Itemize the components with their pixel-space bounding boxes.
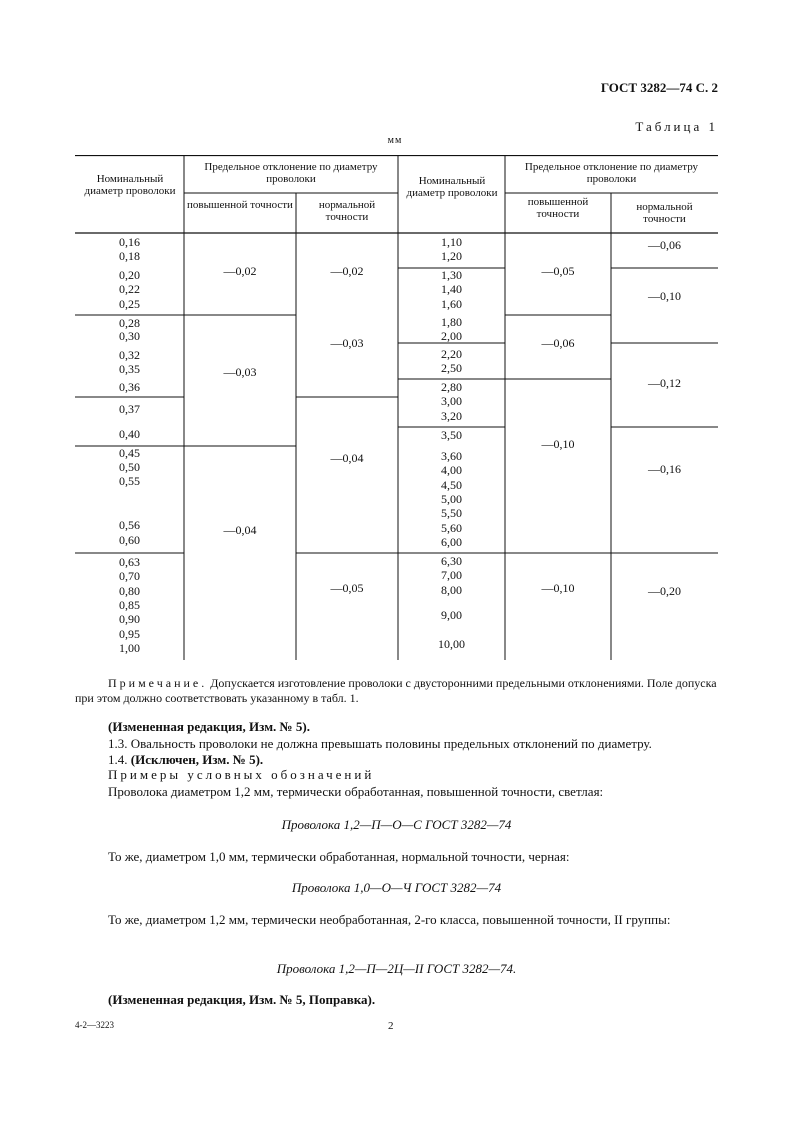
right-diameter: 10,00 [438, 637, 465, 651]
example-3-text: То же, диаметром 1,2 мм, термически необработанная, 2-го класса, повышенной точности, II группы: [108, 912, 671, 927]
header-diameter-right: Номинальный диаметр проволоки [406, 175, 498, 199]
right-normal-value: —0,10 [648, 289, 681, 303]
left-normal-value: —0,04 [330, 451, 364, 465]
edit-note-2: (Измененная редакция, Изм. № 5, Поправка). [108, 992, 376, 1007]
right-diameter: 2,80 [441, 380, 462, 394]
note-text: Допускается изготовление проволоки с двусторонними предельными отклонениями. Поле допуска при этом должно соответствовать указанному в табл. 1. [75, 676, 717, 705]
left-increased-value: —0,04 [223, 523, 257, 537]
right-diameter: 1,40 [441, 282, 462, 296]
left-normal-value: —0,03 [330, 336, 364, 350]
left-diameter: 0,30 [119, 329, 140, 343]
right-diameter: 7,00 [441, 568, 462, 582]
right-normal-value: —0,20 [648, 584, 681, 598]
page-number: 2 [388, 1020, 394, 1032]
right-increased-value: —0,10 [541, 581, 575, 595]
table-caption: Таблица 1 [635, 119, 718, 134]
right-diameter: 1,20 [441, 249, 462, 263]
right-increased-value: —0,10 [541, 437, 575, 451]
example-1-text: Проволока диаметром 1,2 мм, термически обработанная, повышенной точности, светлая: [108, 784, 604, 799]
left-diameter: 0,63 [119, 555, 140, 569]
example-3-code: Проволока 1,2—П—2Ц—II ГОСТ 3282—74. [276, 961, 517, 976]
right-diameter: 5,00 [441, 492, 462, 506]
paragraph-1-3: 1.3. Овальность проволоки не должна превышать половины предельных отклонений по диаметру. [108, 736, 652, 751]
left-diameter: 1,00 [119, 641, 140, 655]
left-diameter: 0,95 [119, 627, 140, 641]
right-diameter: 5,50 [441, 506, 462, 520]
left-diameter: 0,28 [119, 316, 140, 330]
header-increased-right: повышенной точности [527, 196, 589, 220]
left-diameter: 0,18 [119, 249, 140, 263]
header-increased-left: повышенной точности [187, 199, 293, 211]
left-diameter: 0,45 [119, 446, 140, 460]
left-normal-value: —0,05 [330, 581, 364, 595]
paragraph-1-4 [75, 752, 718, 768]
right-diameter: 4,50 [441, 478, 462, 492]
left-diameter: 0,35 [119, 362, 140, 376]
right-diameter: 3,60 [441, 449, 462, 463]
note-label: Примечание. [108, 676, 208, 690]
p14-number: 1.4. [108, 752, 128, 767]
right-diameter: 1,10 [441, 235, 462, 249]
left-diameter: 0,80 [119, 584, 140, 598]
example-1-code: Проволока 1,2—П—О—С ГОСТ 3282—74 [281, 817, 512, 832]
page-header: ГОСТ 3282—74 С. 2 [600, 80, 718, 95]
left-increased-value: —0,03 [223, 365, 257, 379]
header-normal-right: нормальной точности [636, 201, 693, 225]
left-diameter: 0,40 [119, 427, 140, 441]
right-diameter: 1,60 [441, 297, 462, 311]
right-increased-value: —0,05 [541, 264, 575, 278]
left-diameter: 0,36 [119, 380, 140, 394]
left-diameter: 0,20 [119, 268, 140, 282]
right-normal-value: —0,16 [648, 462, 681, 476]
right-increased-value: —0,06 [541, 336, 575, 350]
left-diameter: 0,25 [119, 297, 140, 311]
right-diameter: 2,00 [441, 329, 462, 343]
examples-title: Примеры условных обозначений [108, 767, 375, 782]
right-diameter: 2,20 [441, 347, 462, 361]
left-diameter: 0,90 [119, 612, 140, 626]
units-label: мм [387, 135, 403, 146]
right-diameter: 1,30 [441, 268, 462, 282]
left-diameter: 0,16 [119, 235, 140, 249]
header-diameter-left: Номинальный диаметр проволоки [84, 173, 176, 197]
header-normal-left: нормальной точности [318, 199, 376, 223]
p14-excluded: (Исключен, Изм. № 5). [130, 752, 264, 767]
right-diameter: 3,20 [441, 409, 462, 423]
left-diameter: 0,56 [119, 518, 140, 532]
left-diameter: 0,50 [119, 460, 140, 474]
example-2-code: Проволока 1,0—О—Ч ГОСТ 3282—74 [291, 880, 502, 895]
footer-code: 4-2—3223 [75, 1020, 114, 1030]
right-normal-value: —0,06 [648, 238, 681, 252]
right-diameter: 5,60 [441, 521, 462, 535]
edit-note-1: (Измененная редакция, Изм. № 5). [108, 719, 310, 734]
left-diameter: 0,37 [119, 402, 140, 416]
tolerance-table [75, 155, 718, 660]
left-diameter: 0,32 [119, 348, 140, 362]
left-increased-value: —0,02 [223, 264, 257, 278]
left-diameter: 0,60 [119, 533, 140, 547]
right-diameter: 3,50 [441, 428, 462, 442]
table-note [75, 676, 718, 706]
left-diameter: 0,55 [119, 474, 140, 488]
example-2-text: То же, диаметром 1,0 мм, термически обработанная, нормальной точности, черная: [108, 849, 570, 864]
left-normal-value: —0,02 [330, 264, 364, 278]
left-diameter: 0,85 [119, 598, 140, 612]
right-diameter: 3,00 [441, 394, 462, 408]
right-normal-value: —0,12 [648, 376, 681, 390]
right-diameter: 4,00 [441, 463, 462, 477]
header-limit-left: Предельное отклонение по диаметру проволоки [204, 161, 378, 185]
right-diameter: 2,50 [441, 361, 462, 375]
right-diameter: 1,80 [441, 315, 462, 329]
header-limit-right: Предельное отклонение по диаметру проволоки [524, 161, 699, 185]
left-diameter: 0,70 [119, 569, 140, 583]
right-diameter: 6,30 [441, 554, 462, 568]
right-diameter: 6,00 [441, 535, 462, 549]
right-diameter: 9,00 [441, 608, 462, 622]
right-diameter: 8,00 [441, 583, 462, 597]
left-diameter: 0,22 [119, 282, 140, 296]
